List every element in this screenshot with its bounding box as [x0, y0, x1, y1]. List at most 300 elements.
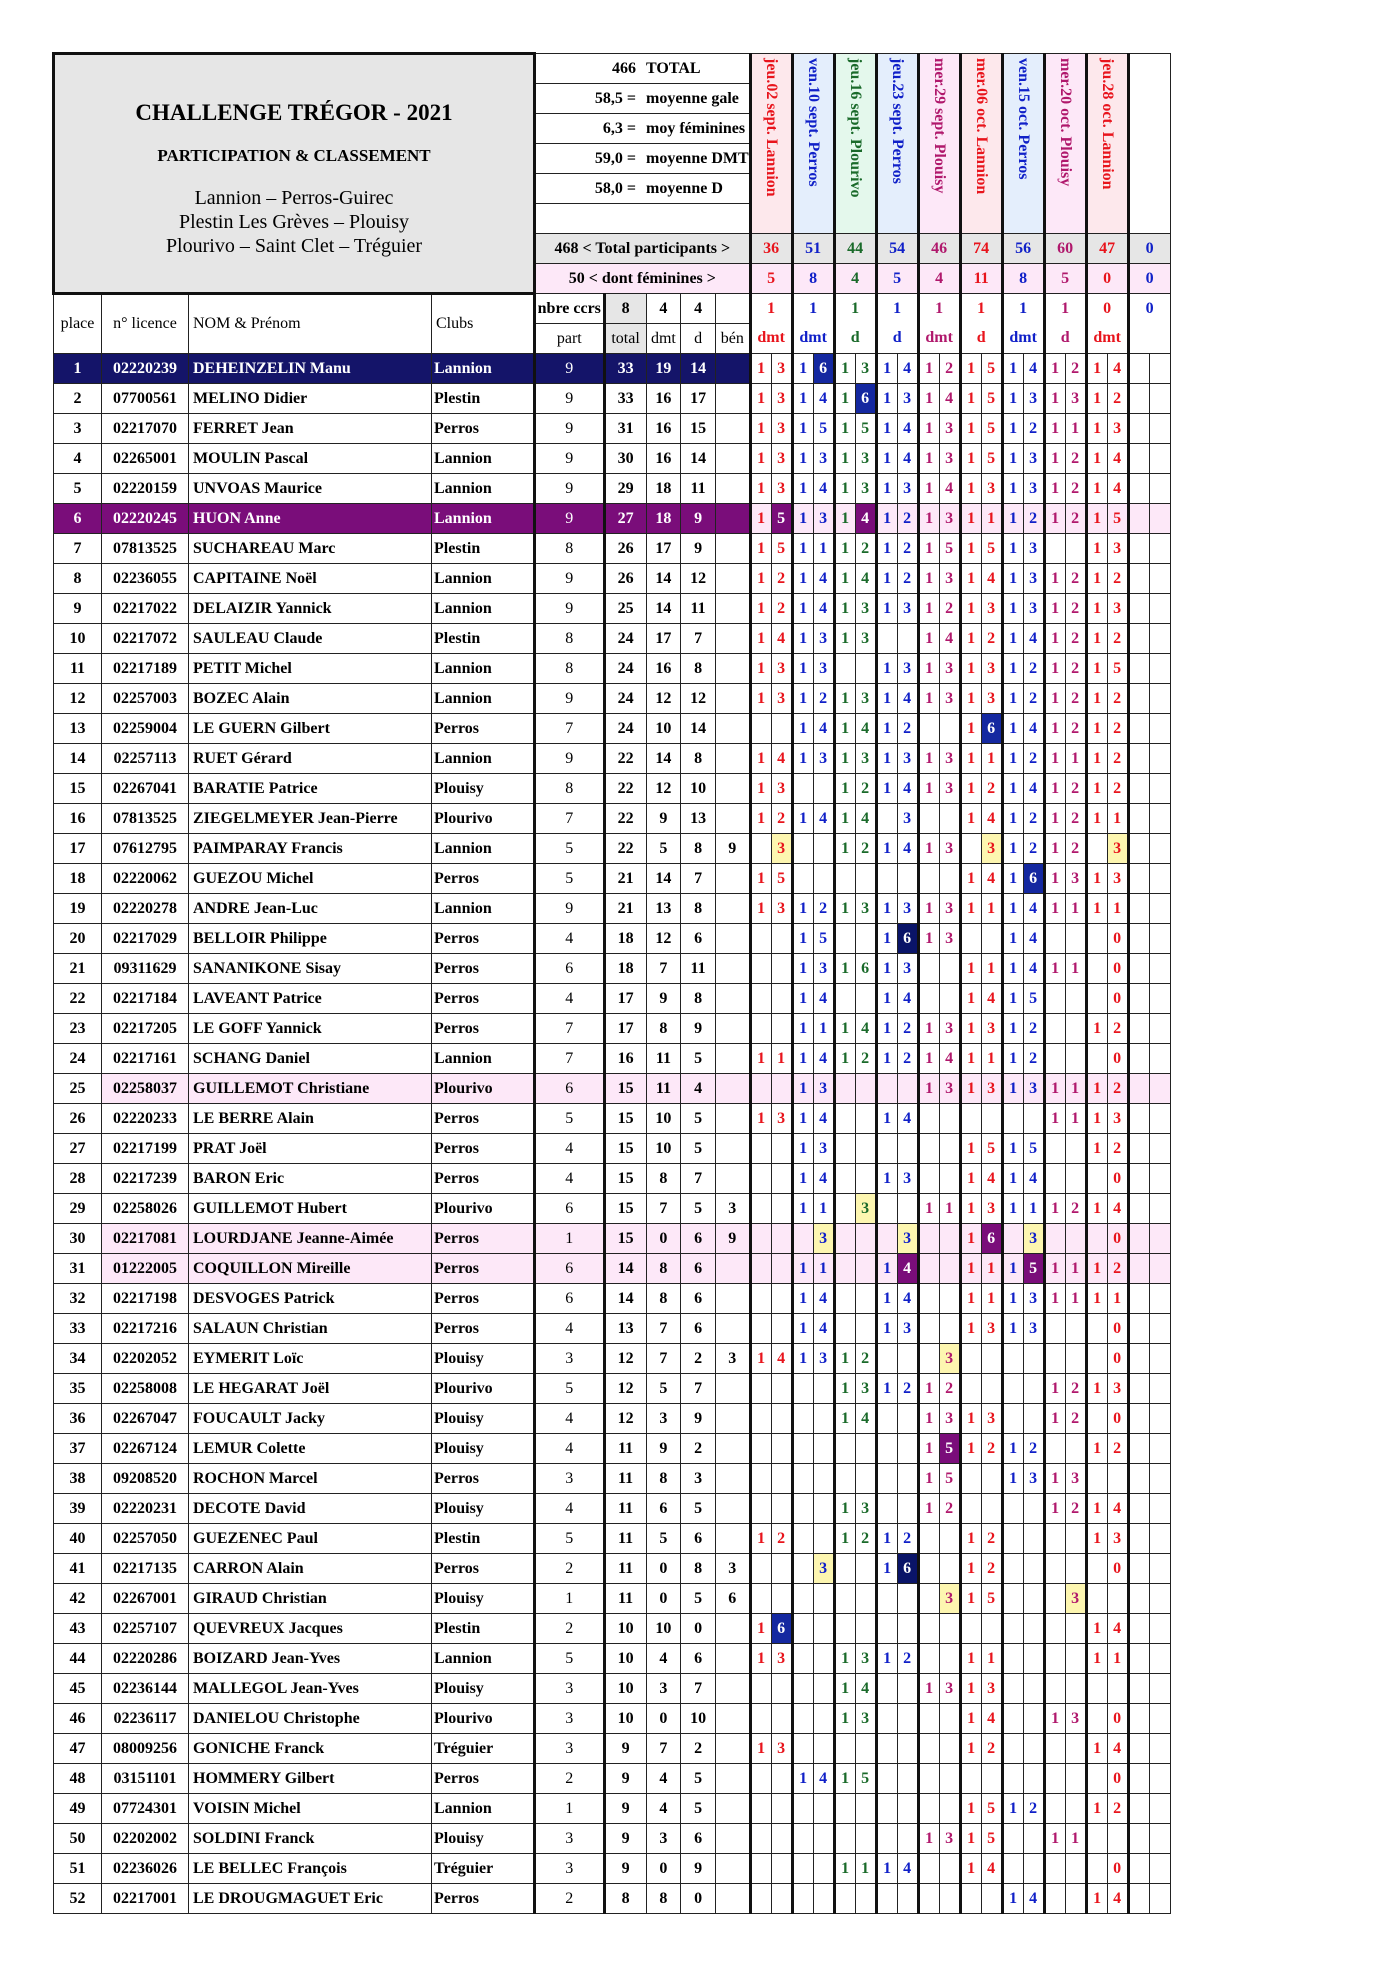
event-score-cell [1044, 1614, 1065, 1644]
event-score-cell [771, 1374, 792, 1404]
col-ben-top [715, 294, 750, 324]
total-cell: 12 [604, 1374, 646, 1404]
event-score-cell [1149, 804, 1170, 834]
name-cell: EYMERIT Loïc [189, 1344, 432, 1374]
event-score-cell [834, 1164, 855, 1194]
event-score-cell [855, 1284, 876, 1314]
event-score-cell [771, 1554, 792, 1584]
event-header [876, 54, 918, 234]
licence-cell: 02217070 [102, 414, 189, 444]
event-score-cell [834, 924, 855, 954]
event-score-cell [813, 1884, 834, 1914]
event-label: ven.10 sept. Perros [805, 58, 823, 187]
club-cell: Plestin [432, 1614, 535, 1644]
d-cell: 8 [681, 894, 716, 924]
part-cell: 5 [535, 1374, 605, 1404]
licence-cell: 02267047 [102, 1404, 189, 1434]
event-score-cell: 1 [1065, 1824, 1086, 1854]
event-score-cell [918, 1254, 939, 1284]
event-score-cell [792, 1794, 813, 1824]
event-score-cell: 4 [981, 864, 1002, 894]
d-cell: 9 [681, 1404, 716, 1434]
event-score-cell: 1 [960, 504, 981, 534]
event-score-cell: 1 [1044, 684, 1065, 714]
event-score-cell [1128, 1674, 1149, 1704]
club-cell: Lannion [432, 444, 535, 474]
total-cell: 9 [604, 1764, 646, 1794]
event-score-cell: 1 [1086, 534, 1107, 564]
event-score-cell [1128, 1164, 1149, 1194]
event-score-cell: 2 [855, 834, 876, 864]
event-score-cell: 2 [855, 534, 876, 564]
d-cell: 7 [681, 1164, 716, 1194]
event-score-cell [855, 984, 876, 1014]
event-score-cell [855, 924, 876, 954]
event-score-cell: 1 [960, 1044, 981, 1074]
event-score-cell [771, 1284, 792, 1314]
event-score-cell [1149, 1014, 1170, 1044]
event-score-cell: 1 [918, 834, 939, 864]
event-score-cell: 1 [834, 624, 855, 654]
event-score-cell [834, 1074, 855, 1104]
d-cell: 6 [681, 1524, 716, 1554]
event-score-cell: 1 [1086, 564, 1107, 594]
col-d: d [681, 324, 716, 354]
event-score-cell [813, 1854, 834, 1884]
event-score-cell [771, 1134, 792, 1164]
part-cell: 7 [535, 1014, 605, 1044]
event-type: d [834, 324, 876, 354]
total-cell: 24 [604, 654, 646, 684]
ben-cell [715, 1434, 750, 1464]
total-cell: 22 [604, 804, 646, 834]
event-score-cell [813, 1434, 834, 1464]
event-score-cell [876, 1194, 897, 1224]
event-score-cell: 2 [1107, 384, 1128, 414]
name-cell: ROCHON Marcel [189, 1464, 432, 1494]
event-score-cell [855, 1824, 876, 1854]
event-score-cell: 4 [897, 984, 918, 1014]
event-score-cell [813, 1374, 834, 1404]
event-header [1086, 54, 1128, 234]
event-score-cell: 5 [771, 864, 792, 894]
event-score-cell: 1 [1002, 384, 1023, 414]
event-score-cell [813, 864, 834, 894]
event-score-cell: 1 [1002, 594, 1023, 624]
licence-cell: 02220233 [102, 1104, 189, 1134]
event-score-cell: 1 [1086, 654, 1107, 684]
event-score-cell: 1 [1065, 1074, 1086, 1104]
event-score-cell: 2 [981, 624, 1002, 654]
event-score-cell [876, 804, 897, 834]
event-score-cell [1149, 564, 1170, 594]
event-flag: 1 [1044, 294, 1086, 324]
event-score-cell [897, 1704, 918, 1734]
event-score-cell [1023, 1404, 1044, 1434]
event-score-cell [1107, 1464, 1128, 1494]
event-score-cell: 1 [834, 1644, 855, 1674]
name-cell: DANIELOU Christophe [189, 1704, 432, 1734]
event-score-cell: 1 [1086, 1434, 1107, 1464]
event-score-cell [855, 1224, 876, 1254]
event-score-cell: 5 [1023, 1134, 1044, 1164]
event-score-cell [981, 1464, 1002, 1494]
event-score-cell: 2 [1107, 1134, 1128, 1164]
event-score-cell: 1 [1002, 984, 1023, 1014]
dmt-cell: 18 [646, 474, 681, 504]
table-row [54, 1194, 1171, 1224]
dmt-cell: 5 [646, 834, 681, 864]
ben-cell [715, 534, 750, 564]
event-score-cell [813, 1704, 834, 1734]
event-score-cell [1128, 654, 1149, 684]
event-score-cell: 1 [834, 1494, 855, 1524]
event-score-cell: 1 [876, 744, 897, 774]
place-cell: 40 [54, 1524, 102, 1554]
event-score-cell: 0 [1107, 1764, 1128, 1794]
name-cell: CAPITAINE Noël [189, 564, 432, 594]
ben-cell [715, 564, 750, 594]
ben-cell [715, 384, 750, 414]
event-score-cell [771, 1224, 792, 1254]
d-cell: 4 [681, 1074, 716, 1104]
event-score-cell: 5 [981, 414, 1002, 444]
ben-cell [715, 504, 750, 534]
event-score-cell: 1 [1044, 774, 1065, 804]
event-score-cell: 1 [834, 744, 855, 774]
table-row [54, 1254, 1171, 1284]
event-score-cell [1149, 1314, 1170, 1344]
event-score-cell [876, 1224, 897, 1254]
col-ben: bén [715, 324, 750, 354]
event-score-cell [771, 1764, 792, 1794]
event-score-cell [1128, 1614, 1149, 1644]
event-score-cell: 4 [1107, 354, 1128, 384]
event-score-cell [1044, 1164, 1065, 1194]
dmt-cell: 13 [646, 894, 681, 924]
event-score-cell: 1 [834, 684, 855, 714]
total-cell: 21 [604, 894, 646, 924]
event-score-cell: 1 [792, 654, 813, 684]
event-score-cell [750, 1254, 771, 1284]
event-score-cell: 3 [1107, 864, 1128, 894]
name-cell: CARRON Alain [189, 1554, 432, 1584]
club-cell: Lannion [432, 594, 535, 624]
ben-cell [715, 1464, 750, 1494]
dmt-cell: 0 [646, 1584, 681, 1614]
event-score-cell [1149, 1794, 1170, 1824]
d-cell: 15 [681, 414, 716, 444]
table-row [54, 894, 1171, 924]
event-score-cell: 1 [834, 714, 855, 744]
event-score-cell [939, 1854, 960, 1884]
event-score-cell [876, 1434, 897, 1464]
ben-cell [715, 654, 750, 684]
part-cell: 4 [535, 1404, 605, 1434]
event-score-cell: 1 [960, 1644, 981, 1674]
event-score-cell: 1 [1044, 954, 1065, 984]
event-total: 36 [750, 234, 792, 264]
event-score-cell: 0 [1107, 1854, 1128, 1884]
event-score-cell: 1 [1002, 1164, 1023, 1194]
event-score-cell: 2 [897, 534, 918, 564]
event-score-cell: 1 [750, 534, 771, 564]
part-cell: 3 [535, 1854, 605, 1884]
ben-cell [715, 894, 750, 924]
event-score-cell: 1 [834, 1344, 855, 1374]
event-score-cell: 1 [1044, 1494, 1065, 1524]
d-cell: 9 [681, 1014, 716, 1044]
event-score-cell: 3 [897, 894, 918, 924]
event-score-cell: 1 [792, 564, 813, 594]
event-score-cell: 1 [750, 864, 771, 894]
event-score-cell [1149, 534, 1170, 564]
event-score-cell [1044, 1314, 1065, 1344]
event-score-cell [876, 1404, 897, 1434]
event-score-cell [876, 1614, 897, 1644]
event-score-cell: 4 [897, 1854, 918, 1884]
licence-cell: 08009256 [102, 1734, 189, 1764]
event-female: 4 [834, 264, 876, 294]
event-score-cell: 1 [876, 1854, 897, 1884]
event-score-cell [1065, 1764, 1086, 1794]
event-score-cell: 1 [876, 1104, 897, 1134]
club-cell: Perros [432, 714, 535, 744]
event-score-cell: 1 [792, 534, 813, 564]
col-total: total [604, 324, 646, 354]
licence-cell: 02258037 [102, 1074, 189, 1104]
event-score-cell [1149, 924, 1170, 954]
event-score-cell: 3 [1107, 834, 1128, 864]
licence-cell: 02217184 [102, 984, 189, 1014]
event-score-cell: 1 [960, 744, 981, 774]
club-cell: Perros [432, 1314, 535, 1344]
event-score-cell: 2 [1023, 804, 1044, 834]
place-cell: 13 [54, 714, 102, 744]
event-score-cell: 4 [1023, 924, 1044, 954]
event-score-cell: 5 [981, 1134, 1002, 1164]
event-score-cell: 1 [960, 804, 981, 834]
part-cell: 6 [535, 1074, 605, 1104]
event-score-cell: 1 [834, 954, 855, 984]
event-score-cell: 1 [876, 504, 897, 534]
event-score-cell: 1 [1002, 894, 1023, 924]
licence-cell: 02217189 [102, 654, 189, 684]
event-score-cell: 2 [771, 564, 792, 594]
licence-cell: 02220286 [102, 1644, 189, 1674]
event-score-cell [1002, 1734, 1023, 1764]
event-score-cell: 1 [813, 1254, 834, 1284]
part-cell: 3 [535, 1674, 605, 1704]
event-score-cell [750, 954, 771, 984]
table-row [54, 744, 1171, 774]
ben-cell [715, 1734, 750, 1764]
dmt-cell: 8 [646, 1884, 681, 1914]
name-cell: GUILLEMOT Christiane [189, 1074, 432, 1104]
event-score-cell [771, 1404, 792, 1434]
table-row [54, 1524, 1171, 1554]
event-type: d [960, 324, 1002, 354]
event-score-cell [1044, 534, 1065, 564]
event-score-cell [897, 1674, 918, 1704]
event-score-cell: 1 [813, 1014, 834, 1044]
event-score-cell: 1 [876, 954, 897, 984]
dmt-cell: 0 [646, 1224, 681, 1254]
event-score-cell: 1 [918, 534, 939, 564]
dmt-cell: 0 [646, 1704, 681, 1734]
event-header [1128, 54, 1170, 234]
event-score-cell [1002, 1374, 1023, 1404]
event-score-cell: 1 [750, 1734, 771, 1764]
event-score-cell [1149, 714, 1170, 744]
event-score-cell: 4 [855, 1014, 876, 1044]
event-score-cell: 1 [792, 594, 813, 624]
event-score-cell [1128, 714, 1149, 744]
event-score-cell: 4 [897, 444, 918, 474]
event-score-cell: 2 [1065, 654, 1086, 684]
event-score-cell: 1 [750, 684, 771, 714]
name-cell: BOZEC Alain [189, 684, 432, 714]
ben-cell: 3 [715, 1344, 750, 1374]
col-total-top: 8 [604, 294, 646, 324]
event-header [750, 54, 792, 234]
ben-cell [715, 1704, 750, 1734]
event-score-cell [960, 1884, 981, 1914]
ben-cell [715, 684, 750, 714]
event-score-cell [771, 1254, 792, 1284]
event-score-cell: 2 [771, 1524, 792, 1554]
club-cell: Perros [432, 924, 535, 954]
event-score-cell: 4 [897, 684, 918, 714]
event-score-cell [1044, 1524, 1065, 1554]
event-score-cell [1065, 1674, 1086, 1704]
event-total: 74 [960, 234, 1002, 264]
event-score-cell: 4 [897, 414, 918, 444]
event-score-cell: 0 [1107, 1224, 1128, 1254]
event-score-cell: 1 [1086, 1884, 1107, 1914]
table-row [54, 1404, 1171, 1434]
event-score-cell: 0 [1107, 924, 1128, 954]
name-cell: SOLDINI Franck [189, 1824, 432, 1854]
event-score-cell [939, 1524, 960, 1554]
event-score-cell: 0 [1107, 1314, 1128, 1344]
event-score-cell: 3 [1107, 1374, 1128, 1404]
table-row [54, 1164, 1171, 1194]
event-score-cell [1023, 1764, 1044, 1794]
event-score-cell: 4 [1023, 624, 1044, 654]
place-cell: 5 [54, 474, 102, 504]
event-score-cell [1149, 1734, 1170, 1764]
event-score-cell: 1 [876, 1554, 897, 1584]
event-score-cell [981, 1494, 1002, 1524]
event-score-cell: 1 [1107, 804, 1128, 834]
event-score-cell [1023, 1584, 1044, 1614]
total-cell: 15 [604, 1194, 646, 1224]
title-block [54, 54, 535, 294]
event-score-cell [939, 1254, 960, 1284]
event-score-cell: 1 [1002, 1014, 1023, 1044]
stat-row [535, 114, 751, 144]
event-score-cell: 3 [939, 924, 960, 954]
event-score-cell: 4 [939, 624, 960, 654]
event-score-cell [1065, 1854, 1086, 1884]
licence-cell: 02217205 [102, 1014, 189, 1044]
event-score-cell [1128, 1464, 1149, 1494]
event-score-cell: 3 [855, 354, 876, 384]
name-cell: PAIMPARAY Francis [189, 834, 432, 864]
event-score-cell [1107, 1584, 1128, 1614]
total-cell: 15 [604, 1224, 646, 1254]
event-score-cell: 3 [1023, 534, 1044, 564]
event-score-cell: 1 [876, 474, 897, 504]
dmt-cell: 4 [646, 1764, 681, 1794]
event-score-cell: 4 [981, 804, 1002, 834]
table-row [54, 804, 1171, 834]
event-score-cell: 5 [855, 1764, 876, 1794]
table-row [54, 1464, 1171, 1494]
event-score-cell: 3 [897, 744, 918, 774]
name-cell: BARATIE Patrice [189, 774, 432, 804]
event-score-cell: 3 [939, 564, 960, 594]
ben-cell [715, 1164, 750, 1194]
d-cell: 5 [681, 1584, 716, 1614]
col-licence: n° licence [102, 294, 189, 354]
d-cell: 5 [681, 1104, 716, 1134]
d-cell: 14 [681, 354, 716, 384]
event-score-cell [1149, 1614, 1170, 1644]
event-score-cell [855, 1074, 876, 1104]
event-score-cell: 1 [834, 1404, 855, 1434]
place-cell: 36 [54, 1404, 102, 1434]
event-score-cell: 1 [1002, 714, 1023, 744]
event-score-cell: 3 [813, 1074, 834, 1104]
event-score-cell: 1 [1002, 1794, 1023, 1824]
event-score-cell [939, 1104, 960, 1134]
event-score-cell [1149, 1854, 1170, 1884]
event-score-cell: 1 [918, 624, 939, 654]
event-score-cell: 1 [876, 834, 897, 864]
dmt-cell: 7 [646, 1314, 681, 1344]
dmt-cell: 16 [646, 654, 681, 684]
event-score-cell: 6 [855, 954, 876, 984]
event-flag: 1 [876, 294, 918, 324]
d-cell: 2 [681, 1344, 716, 1374]
event-score-cell [1086, 954, 1107, 984]
event-score-cell [1107, 1824, 1128, 1854]
col-dmt: dmt [646, 324, 681, 354]
event-score-cell [897, 1584, 918, 1614]
d-cell: 14 [681, 444, 716, 474]
event-score-cell: 3 [1065, 1584, 1086, 1614]
event-score-cell: 1 [1002, 504, 1023, 534]
event-score-cell [813, 1614, 834, 1644]
event-score-cell [1149, 1074, 1170, 1104]
event-score-cell [834, 1734, 855, 1764]
part-cell: 4 [535, 924, 605, 954]
event-score-cell [1002, 1854, 1023, 1884]
event-score-cell [939, 1314, 960, 1344]
event-score-cell: 1 [960, 1674, 981, 1704]
event-score-cell [1086, 1674, 1107, 1704]
ben-cell [715, 1404, 750, 1434]
event-score-cell: 2 [1065, 1374, 1086, 1404]
name-cell: LE DROUGMAGUET Eric [189, 1884, 432, 1914]
event-score-cell: 4 [855, 804, 876, 834]
event-score-cell [855, 1884, 876, 1914]
event-score-cell: 2 [1065, 504, 1086, 534]
event-score-cell [1128, 684, 1149, 714]
event-score-cell: 1 [792, 504, 813, 534]
